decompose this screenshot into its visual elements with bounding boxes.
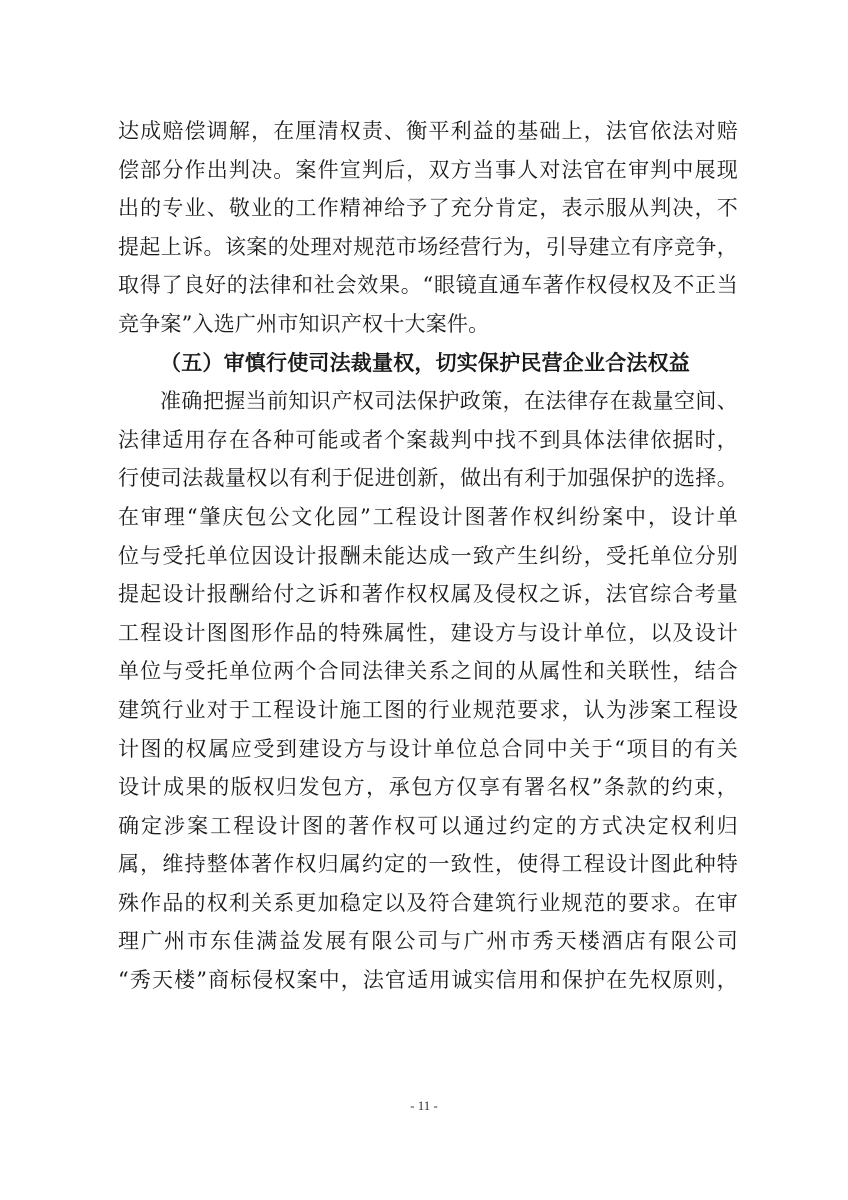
body-text <box>118 112 738 1000</box>
paragraph-line: 取得了良好的法律和社会效果。“眼镜直通车著作权侵权及不正当 <box>118 273 738 298</box>
paragraph-line: 偿部分作出判决。案件宣判后，双方当事人对法官在审判中展现 <box>118 157 738 182</box>
paragraph-line: 位与受托单位因设计报酬未能达成一致产生纠纷，受托单位分别 <box>118 543 738 568</box>
paragraph-line: 建筑行业对于工程设计施工图的行业规范要求，认为涉案工程设 <box>118 697 738 722</box>
paragraph-line: 竞争案”入选广州市知识产权十大案件。 <box>118 311 490 336</box>
paragraph-line: 法律适用存在各种可能或者个案裁判中找不到具体法律依据时， <box>118 427 738 452</box>
section-heading: （五）审慎行使司法裁量权，切实保护民营企业合法权益 <box>160 349 690 375</box>
paragraph-line: 在审理“肇庆包公文化园”工程设计图著作权纠纷案中，设计单 <box>118 504 738 529</box>
paragraph-line: 提起上诉。该案的处理对规范市场经营行为，引导建立有序竞争， <box>118 234 738 259</box>
paragraph-line: 出的专业、敬业的工作精神给予了充分肯定，表示服从判决，不 <box>118 196 738 221</box>
paragraph-line: 行使司法裁量权以有利于促进创新，做出有利于加强保护的选择。 <box>118 466 738 491</box>
paragraph-line: 工程设计图图形作品的特殊属性，建设方与设计单位，以及设计 <box>118 620 738 645</box>
paragraph-line: 设计成果的版权归发包方，承包方仅享有署名权”条款的约束， <box>118 775 738 800</box>
paragraph-line: 属，维持整体著作权归属约定的一致性，使得工程设计图此种特 <box>118 852 738 877</box>
paragraph-line: 理广州市东佳满益发展有限公司与广州市秀天楼酒店有限公司 <box>118 929 738 954</box>
paragraph-line: “秀天楼”商标侵权案中，法官适用诚实信用和保护在先权原则， <box>118 968 738 993</box>
paragraph-line: 单位与受托单位两个合同法律关系之间的从属性和关联性，结合 <box>118 659 738 684</box>
paragraph-line: 计图的权属应受到建设方与设计单位总合同中关于“项目的有关 <box>118 736 738 761</box>
paragraph-line: 提起设计报酬给付之诉和著作权权属及侵权之诉，法官综合考量 <box>118 582 738 607</box>
paragraph-line: 达成赔偿调解，在厘清权责、衡平利益的基础上，法官依法对赔 <box>118 119 738 143</box>
paragraph-line: 准确把握当前知识产权司法保护政策，在法律存在裁量空间、 <box>160 389 738 414</box>
paragraph-line: 确定涉案工程设计图的著作权可以通过约定的方式决定权利归 <box>118 813 738 838</box>
paragraph-line: 殊作品的权利关系更加稳定以及符合建筑行业规范的要求。在审 <box>118 890 738 915</box>
page-number: - 11 - <box>410 1098 438 1113</box>
